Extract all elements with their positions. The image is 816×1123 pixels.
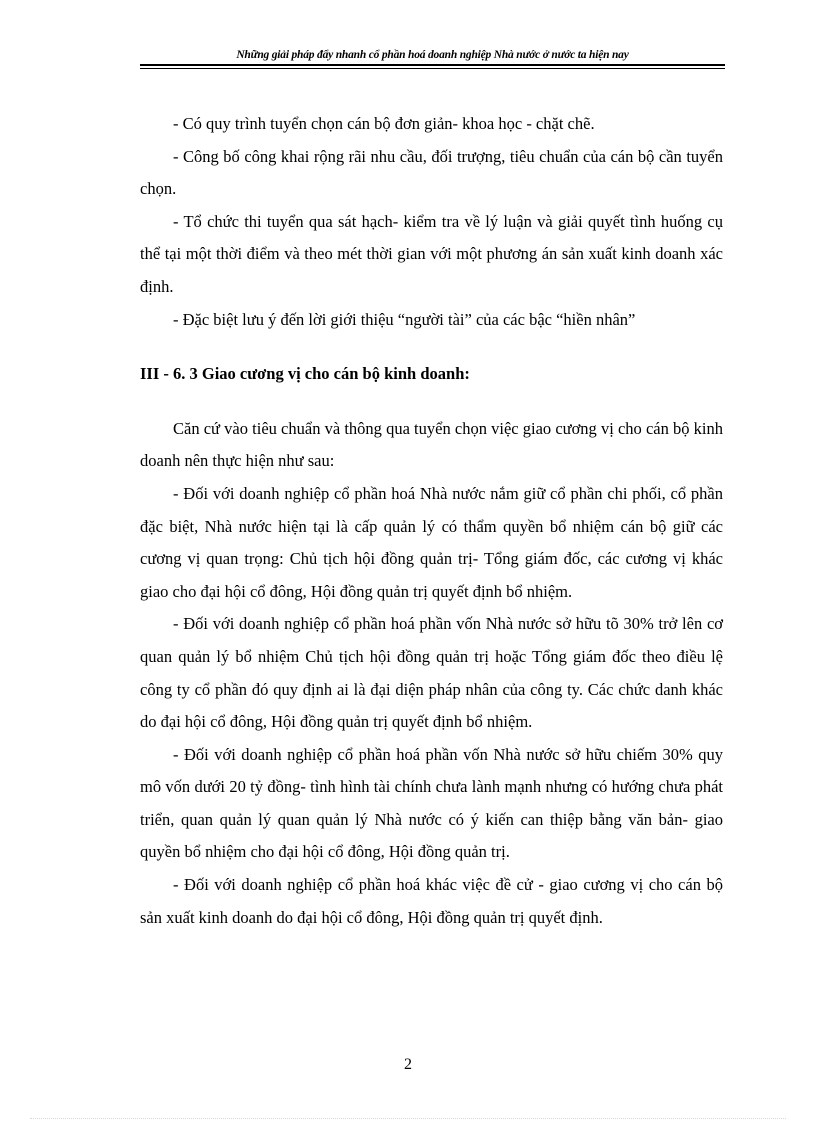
paragraph-case-2: - Đối với doanh nghiệp cổ phần hoá phần vốn Nhà nước sở hữu tõ 30% trở lên cơ quan quản lý bổ nhiệm Chủ tịch hội đồng quản trị hoặc Tổng giám đốc theo điều lệ công ty cổ phần đó quy định ai là đại diện pháp nhân của công ty. Các chức danh khác do đại hội cổ đông, Hội đồng quản trị quyết định bổ nhiệm. bbox=[140, 614, 723, 732]
paragraph-case-4: - Đối với doanh nghiệp cổ phần hoá khác việc đề cử - giao cương vị cho cán bộ sản xuất kinh doanh do đại hội cổ đông, Hội đồng quản trị quyết định. bbox=[140, 875, 723, 927]
page-bottom-divider bbox=[30, 1118, 786, 1119]
page-number: 2 bbox=[404, 1056, 412, 1073]
paragraph-criteria-2: - Công bố công khai rộng rãi nhu cầu, đối trượng, tiêu chuẩn của cán bộ cần tuyển chọn. bbox=[140, 146, 723, 199]
section-heading: III - 6. 3 Giao cương vị cho cán bộ kinh doanh: bbox=[140, 364, 470, 384]
document-body bbox=[140, 108, 723, 934]
paragraph-case-3: - Đối với doanh nghiệp cổ phần hoá phần vốn Nhà nước sở hữu chiếm 30% quy mô vốn dưới 20 tỷ đồng- tình hình tài chính chưa lành mạnh nhưng có hướng chưa phát triển, quan quản lý quan quản lý Nhà nước có ý kiến can thiệp bằng văn bản- giao quyền bổ nhiệm cho đại hội cổ đông, Hội đồng quản trị. bbox=[140, 744, 723, 862]
header-rule-thin bbox=[140, 68, 725, 69]
header-rule-thick bbox=[140, 64, 725, 66]
running-header: Những giải pháp đẩy nhanh cổ phần hoá doanh nghiệp Nhà nước ở nước ta hiện nay bbox=[236, 49, 629, 61]
paragraph-case-1: - Đối với doanh nghiệp cổ phần hoá Nhà nước nắm giữ cổ phần chi phối, cổ phần đặc biệt, Nhà nước hiện tại là cấp quản lý có thẩm quyền bổ nhiệm cán bộ giữ các cương vị quan trọng: Chủ tịch hội đồng quản trị- Tổng giám đốc, các cương vị khác giao cho đại hội cổ đông, Hội đồng quản trị quyết định bổ nhiệm. bbox=[140, 483, 723, 601]
paragraph-criteria-1: - Có quy trình tuyển chọn cán bộ đơn giản- khoa học - chặt chẽ. bbox=[173, 114, 595, 133]
paragraph-criteria-4: - Đặc biệt lưu ý đến lời giới thiệu “người tài” của các bậc “hiền nhân” bbox=[173, 309, 636, 329]
paragraph-intro: Căn cứ vào tiêu chuẩn và thông qua tuyển chọn việc giao cương vị cho cán bộ kinh doanh nên thực hiện như sau: bbox=[140, 418, 723, 471]
paragraph-criteria-3: - Tổ chức thi tuyển qua sát hạch- kiểm tra về lý luận và giải quyết tình huống cụ thể tại một thời điểm và theo mét thời gian với một phương án sản xuất kinh doanh xác định. bbox=[140, 211, 723, 296]
